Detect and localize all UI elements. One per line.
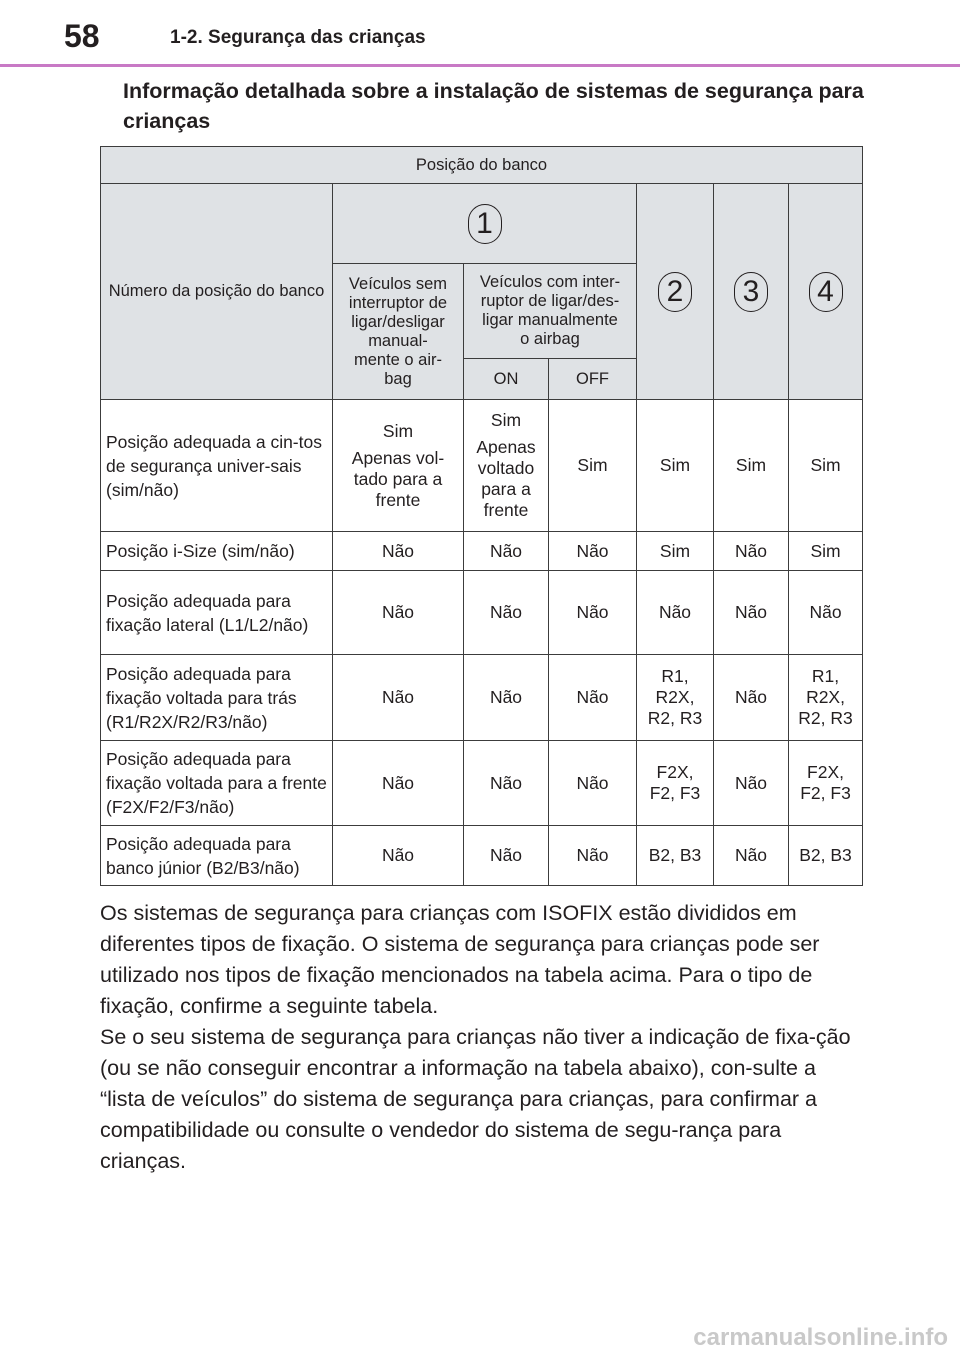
position-4-badge: 4 bbox=[809, 272, 843, 312]
page-number: 58 bbox=[64, 18, 100, 54]
table-row: Posição adequada para banco júnior (B2/B3/não) Não Não Não B2, B3 Não B2, B3 bbox=[101, 826, 863, 886]
body-text bbox=[100, 898, 862, 1177]
with-switch-subheader: Veículos com inter- ruptor de ligar/des- ligar manualmente o airbag bbox=[464, 264, 637, 359]
table-row: Posição i-Size (sim/não) Não Não Não Sim Não Sim bbox=[101, 532, 863, 571]
position-2-badge: 2 bbox=[658, 272, 692, 312]
table-row: Posição adequada para fixação voltada para a frente (F2X/F2/F3/não) Não Não Não F2X, F2, F3 Não F2X, F2, F3 bbox=[101, 741, 863, 826]
position-2-header bbox=[637, 184, 714, 400]
section-title: 1-2. Segurança das crianças bbox=[170, 27, 426, 48]
no-switch-subheader: Veículos sem interruptor de ligar/desligar manual- mente o air- bag bbox=[333, 264, 464, 400]
table-row: Posição adequada para fixação lateral (L1/L2/não) Não Não Não Não Não Não bbox=[101, 571, 863, 655]
on-header: ON bbox=[464, 359, 549, 400]
position-1-badge: 1 bbox=[468, 204, 502, 244]
table-row: Posição adequada a cin-tos de segurança univer-sais (sim/não) Sim Apenas vol- tado para a frente Sim Apenas voltado para a frente Sim Sim Sim Sim bbox=[101, 400, 863, 532]
position-1-header bbox=[333, 184, 637, 264]
seat-position-header: Posição do banco bbox=[101, 147, 863, 184]
seat-position-table bbox=[100, 146, 863, 886]
off-header: OFF bbox=[549, 359, 637, 400]
table-row: Posição adequada para fixação voltada para trás (R1/R2X/R2/R3/não) Não Não Não R1, R2X, R2, R3 Não R1, R2X, R2, R3 bbox=[101, 655, 863, 741]
position-4-header bbox=[789, 184, 863, 400]
header-divider bbox=[0, 64, 960, 67]
position-3-header bbox=[714, 184, 789, 400]
page-subtitle: Informação detalhada sobre a instalação de sistemas de segurança para crianças bbox=[123, 79, 864, 133]
paragraph-vehicle-list: Se o seu sistema de segurança para crianças não tiver a indicação de fixa-ção (ou se não conseguir encontrar a informação na tabela abaixo), con-sulte a “lista de veículos” do sistema de segurança para crianças, para confirmar a compatibilidade ou consulte o vendedor do sistema de segu-rança para crianças. bbox=[100, 1025, 851, 1173]
position-number-header: Número da posição do banco bbox=[101, 184, 333, 400]
paragraph-isofix-types: Os sistemas de segurança para crianças com ISOFIX estão divididos em diferentes tipos de fixação. O sistema de segurança para crianças pode ser utilizado nos tipos de fixação mencionados na tabela acima. Para o tipo de fixação, confirme a seguinte tabela. bbox=[100, 901, 820, 1018]
position-3-badge: 3 bbox=[734, 272, 768, 312]
watermark: carmanualsonline.info bbox=[693, 1324, 948, 1351]
